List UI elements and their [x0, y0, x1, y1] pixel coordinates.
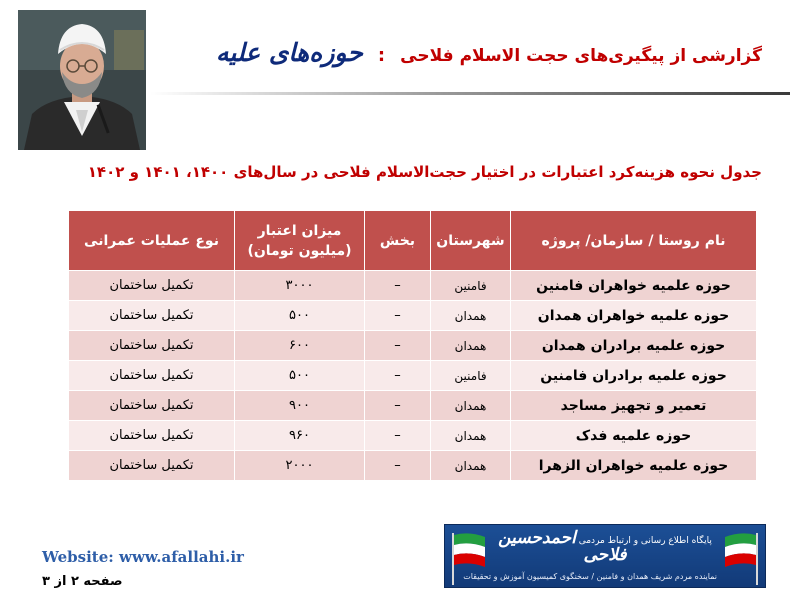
banner-text [463, 527, 717, 587]
cell-credit: ۳۰۰۰ [235, 271, 365, 301]
cell-name: حوزه علمیه خواهران همدان [511, 301, 757, 331]
cell-name: حوزه علمیه خواهران فامنین [511, 271, 757, 301]
cell-section: – [365, 421, 431, 451]
banner-prefix: پایگاه اطلاع رسانی و ارتباط مردمی [578, 536, 712, 546]
table-caption: جدول نحوه هزینه‌کرد اعتبارات در اختیار حجت‌الاسلام فلاحی در سال‌های ۱۴۰۰، ۱۴۰۱ و ۱۴۰۲ [87, 163, 762, 181]
speaker-portrait [18, 10, 146, 150]
cell-credit: ۲۰۰۰ [235, 451, 365, 481]
banner-subtitle: نماینده مردم شریف همدان و فامنین / سخنگوی کمیسیون آموزش و تحقیقات [463, 572, 717, 581]
cell-credit: ۵۰۰ [235, 301, 365, 331]
cell-credit: ۶۰۰ [235, 331, 365, 361]
table-row [69, 271, 757, 301]
credits-table [68, 210, 757, 481]
cell-operation: تکمیل ساختمان [69, 361, 235, 391]
cell-city: همدان [431, 331, 511, 361]
header-city: شهرستان [431, 211, 511, 271]
cell-operation: تکمیل ساختمان [69, 391, 235, 421]
cell-name: حوزه علمیه برادران فامنین [511, 361, 757, 391]
cell-operation: تکمیل ساختمان [69, 271, 235, 301]
table-row [69, 301, 757, 331]
header-section: بخش [365, 211, 431, 271]
cell-section: – [365, 361, 431, 391]
cell-section: – [365, 331, 431, 361]
banner-name: احمدحسین فلاحی [498, 528, 627, 565]
table-row [69, 451, 757, 481]
header-credit: میزان اعتبار (میلیون تومان) [235, 211, 365, 271]
cell-section: – [365, 451, 431, 481]
topic-title: حوزه‌های علیه [216, 38, 363, 67]
cell-credit: ۵۰۰ [235, 361, 365, 391]
cell-operation: تکمیل ساختمان [69, 421, 235, 451]
header-name: نام روستا / سازمان/ پروژه [511, 211, 757, 271]
cell-credit: ۹۰۰ [235, 391, 365, 421]
cell-city: همدان [431, 451, 511, 481]
cell-city: همدان [431, 301, 511, 331]
iran-flag-icon [721, 529, 761, 585]
table-row [69, 361, 757, 391]
page-number: صفحه ۲ از ۳ [42, 574, 123, 589]
cell-operation: تکمیل ساختمان [69, 301, 235, 331]
table-header-row [69, 211, 757, 271]
website-link[interactable]: Website: www.afallahi.ir [42, 548, 244, 566]
cell-section: – [365, 301, 431, 331]
header-divider [150, 92, 790, 95]
portrait-illustration [18, 10, 146, 150]
cell-city: همدان [431, 391, 511, 421]
cell-name: حوزه علمیه فدک [511, 421, 757, 451]
cell-name: حوزه علمیه خواهران الزهرا [511, 451, 757, 481]
title-separator: : [377, 45, 386, 66]
footer-banner [444, 524, 766, 588]
cell-city: همدان [431, 421, 511, 451]
report-title: گزارشی از پیگیری‌های حجت الاسلام فلاحی [400, 46, 762, 66]
table-row [69, 391, 757, 421]
table-row [69, 331, 757, 361]
cell-operation: تکمیل ساختمان [69, 451, 235, 481]
banner-title [493, 528, 717, 565]
header-operation: نوع عملیات عمرانی [69, 211, 235, 271]
table-row [69, 421, 757, 451]
cell-operation: تکمیل ساختمان [69, 331, 235, 361]
cell-name: حوزه علمیه برادران همدان [511, 331, 757, 361]
cell-city: فامنین [431, 361, 511, 391]
cell-credit: ۹۶۰ [235, 421, 365, 451]
cell-name: تعمیر و تجهیز مساجد [511, 391, 757, 421]
cell-section: – [365, 391, 431, 421]
cell-section: – [365, 271, 431, 301]
page-header [202, 38, 762, 67]
cell-city: فامنین [431, 271, 511, 301]
